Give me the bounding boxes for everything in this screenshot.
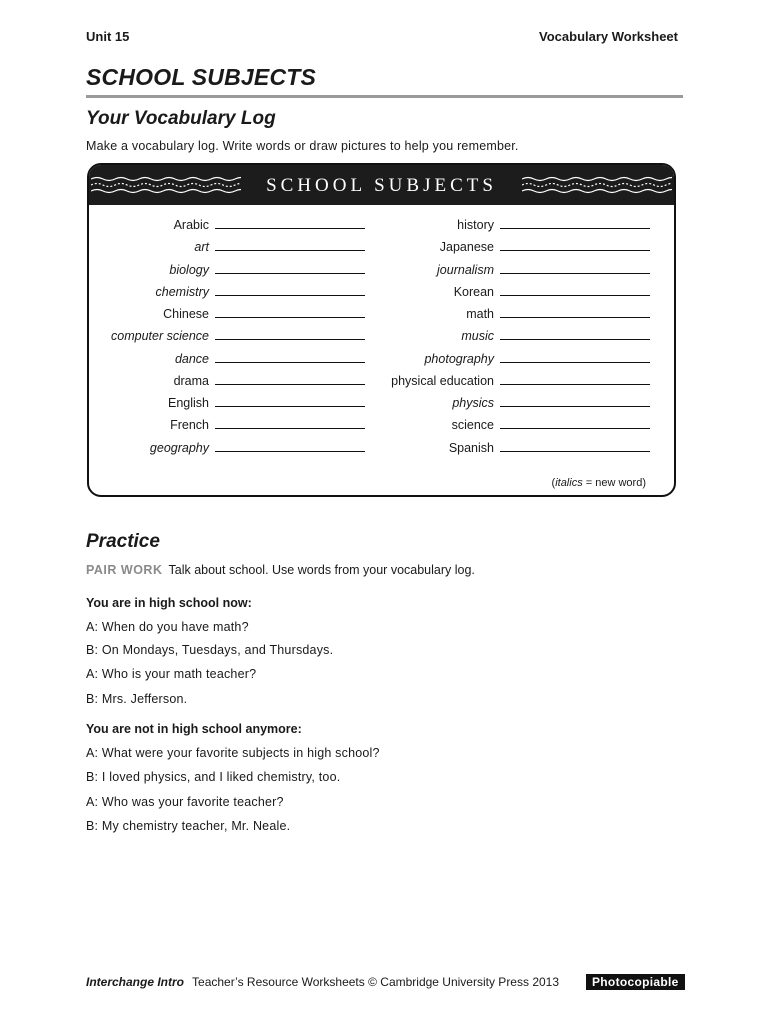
- legend-note: (italics = new word): [551, 477, 646, 489]
- write-in-line[interactable]: [500, 405, 650, 407]
- vocab-row: [89, 325, 650, 343]
- vocab-word: drama: [173, 374, 209, 388]
- page-title: SCHOOL SUBJECTS: [86, 64, 317, 90]
- banner-title: SCHOOL SUBJECTS: [266, 175, 497, 196]
- vocab-row: [89, 370, 650, 388]
- book-title: Interchange Intro: [86, 975, 185, 989]
- vocabulary-log-heading: Your Vocabulary Log: [86, 108, 276, 129]
- vocab-word: journalism: [437, 263, 494, 277]
- vocab-row: [89, 437, 650, 455]
- vocab-word: chemistry: [155, 285, 209, 299]
- vocab-word: English: [168, 396, 209, 410]
- legend-text: = new word: [582, 477, 643, 489]
- vocab-word: dance: [174, 352, 209, 366]
- vocab-row: [89, 236, 650, 254]
- dialogue-line: B: On Mondays, Tuesdays, and Thursdays.: [86, 643, 334, 657]
- practice-heading: Practice: [86, 531, 160, 552]
- footer-credit: [86, 975, 559, 989]
- photocopiable-badge: Photocopiable: [586, 974, 685, 990]
- vocab-row: [89, 281, 650, 299]
- vocab-word: physical education: [391, 374, 494, 388]
- dialogue-line: B: I loved physics, and I liked chemistry, too.: [86, 770, 341, 784]
- dialogue-line: A: What were your favorite subjects in high school?: [86, 746, 380, 760]
- dialogue-line: A: Who was your favorite teacher?: [86, 795, 284, 809]
- vocab-word: photography: [424, 352, 494, 366]
- vocab-word: history: [457, 218, 494, 232]
- wave-ornament-right-icon: [522, 175, 672, 195]
- write-in-line[interactable]: [500, 227, 650, 229]
- vocab-row: [89, 259, 650, 277]
- pair-work-label: PAIR WORK: [86, 563, 163, 577]
- vocabulary-log-instructions: Make a vocabulary log. Write words or draw pictures to help you remember.: [86, 139, 519, 153]
- vocab-row: [89, 214, 650, 232]
- legend-italics: italics: [555, 477, 583, 489]
- copyright-text: Teacher’s Resource Worksheets © Cambridge University Press 2013: [192, 975, 560, 989]
- vocab-word: Arabic: [173, 218, 209, 232]
- write-in-line[interactable]: [500, 316, 650, 318]
- section-title: You are not in high school anymore:: [86, 722, 302, 736]
- write-in-line[interactable]: [500, 249, 650, 251]
- vocab-word: physics: [452, 396, 494, 410]
- dialogue-line: B: My chemistry teacher, Mr. Neale.: [86, 819, 291, 833]
- write-in-line[interactable]: [500, 272, 650, 274]
- vocab-word: Chinese: [163, 307, 209, 321]
- vocab-word: Korean: [453, 285, 494, 299]
- vocab-word: biology: [169, 263, 209, 277]
- write-in-line[interactable]: [500, 383, 650, 385]
- write-in-line[interactable]: [500, 361, 650, 363]
- write-in-line[interactable]: [500, 450, 650, 452]
- vocab-row: [89, 348, 650, 366]
- dialogue-line: A: Who is your math teacher?: [86, 667, 257, 681]
- vocab-word: computer science: [111, 329, 209, 343]
- vocab-word: geography: [149, 441, 209, 455]
- vocab-word: music: [461, 329, 494, 343]
- vocab-word: math: [466, 307, 494, 321]
- vocab-row: [89, 392, 650, 410]
- vocab-word: French: [170, 418, 209, 432]
- pair-work-instruction: [86, 563, 475, 577]
- vocab-word: Japanese: [439, 240, 494, 254]
- dialogue-line: A: When do you have math?: [86, 620, 249, 634]
- vocab-word: art: [194, 240, 209, 254]
- vocab-word: science: [451, 418, 494, 432]
- title-divider: [86, 95, 683, 98]
- vocab-row: [89, 303, 650, 321]
- vocab-row: [89, 414, 650, 432]
- unit-label: Unit 15: [86, 29, 130, 44]
- write-in-line[interactable]: [500, 427, 650, 429]
- section-title: You are in high school now:: [86, 596, 252, 610]
- worksheet-type: Vocabulary Worksheet: [539, 29, 678, 44]
- write-in-line[interactable]: [500, 294, 650, 296]
- pair-work-text: Talk about school. Use words from your vocabulary log.: [168, 563, 475, 577]
- vocabulary-log-box: [87, 163, 676, 497]
- dialogue-line: B: Mrs. Jefferson.: [86, 692, 188, 706]
- write-in-line[interactable]: [500, 338, 650, 340]
- vocabulary-banner: [89, 165, 674, 205]
- vocab-word: Spanish: [448, 441, 494, 455]
